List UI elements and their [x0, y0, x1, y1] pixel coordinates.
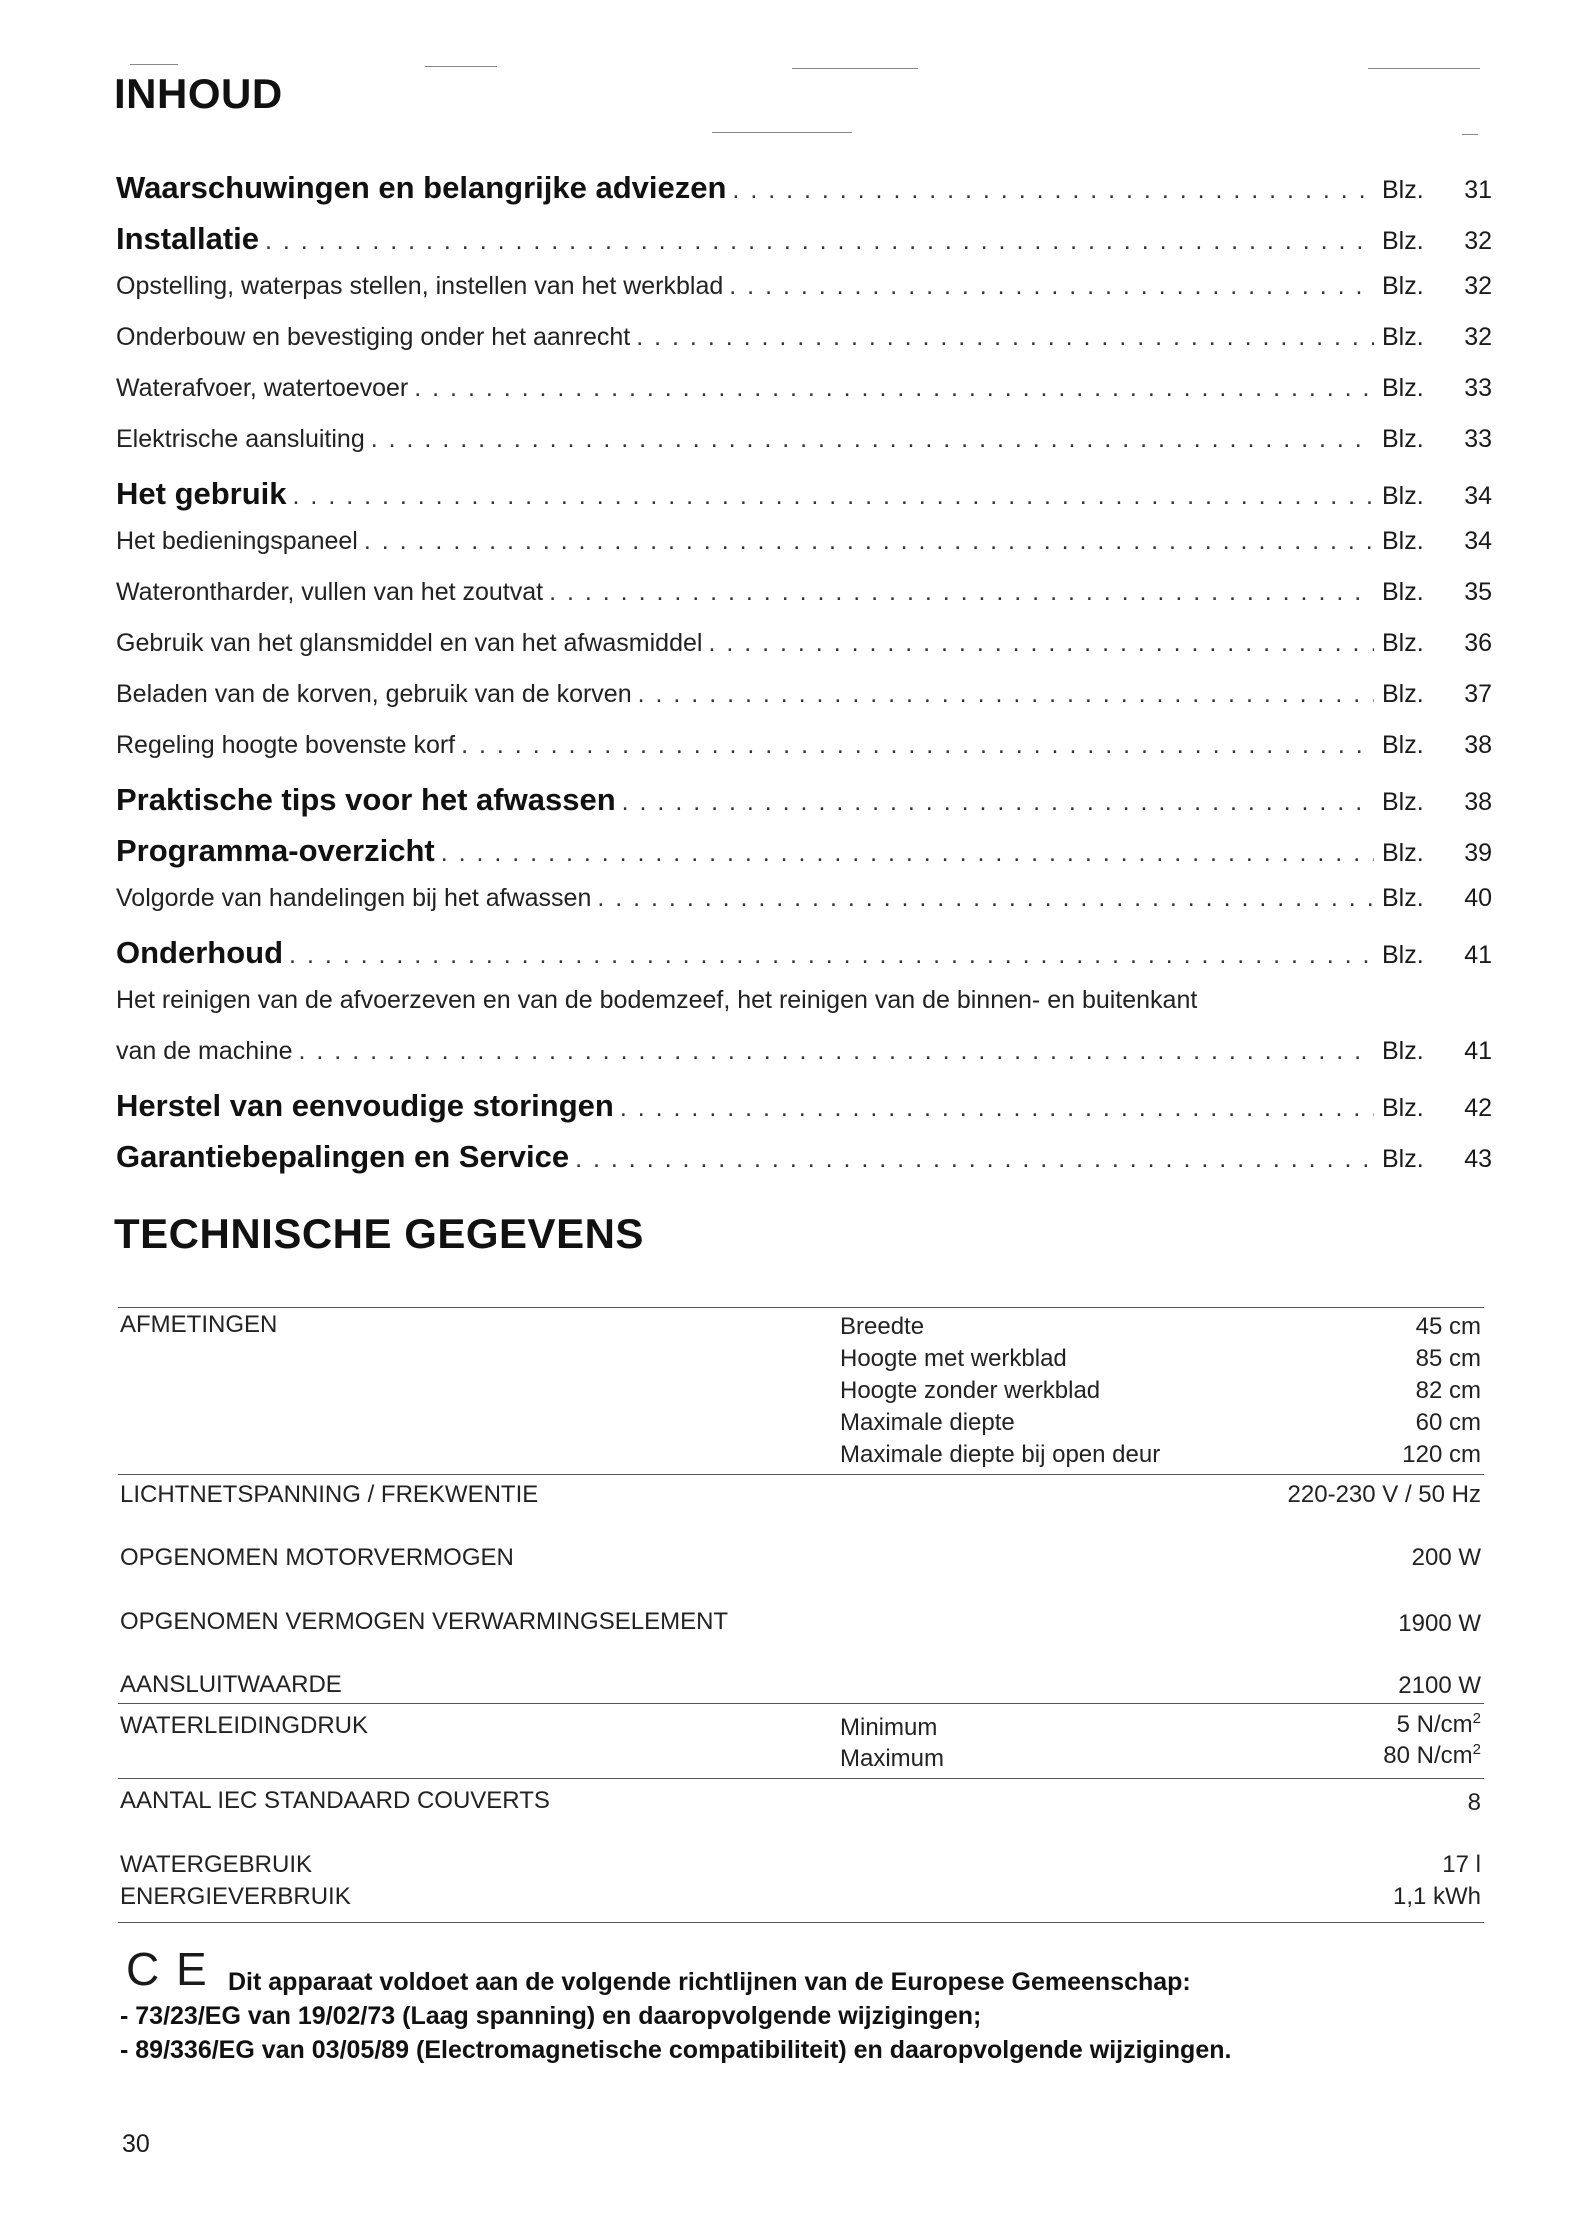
toc-leader-dots — [364, 529, 1374, 554]
toc-blz-label: Blz. — [1382, 323, 1424, 351]
toc-entry-title: Elektrische aansluiting — [116, 425, 371, 454]
motor-label: OPGENOMEN MOTORVERMOGEN — [120, 1544, 514, 1571]
toc-entry-title: Beladen van de korven, gebruik van de korven — [116, 680, 638, 709]
water-use-value: 17 l — [1442, 1851, 1481, 1878]
specs-rule-pressure — [118, 1703, 1484, 1704]
toc-entry — [116, 170, 1492, 221]
toc-entry — [116, 221, 1492, 272]
toc-leader-dots — [622, 790, 1374, 815]
dimension-value: 82 cm — [1415, 1377, 1481, 1404]
toc-entry-wrapped-line — [116, 986, 1492, 1037]
water-use-label: WATERGEBRUIK — [120, 1851, 313, 1878]
contents-heading: INHOUD — [114, 70, 283, 117]
pressure-min-value: 5 $N/cm^2$ — [1396, 1710, 1481, 1738]
specs-heading: TECHNISCHE GEGEVENS — [114, 1210, 644, 1257]
water-pressure-label: WATERLEIDINGDRUK — [120, 1712, 369, 1739]
toc-entry-title: Programma-overzicht — [116, 833, 441, 869]
toc-page-number: 33 — [1464, 374, 1492, 402]
toc-entry — [116, 731, 1492, 782]
table-of-contents — [116, 170, 1492, 1190]
toc-entry — [116, 323, 1492, 374]
toc-entry-title: Onderhoud — [116, 935, 289, 971]
toc-leader-dots — [299, 1039, 1374, 1064]
toc-entry-title: Waterafvoer, watertoevoer — [116, 374, 414, 403]
toc-entry — [116, 884, 1492, 935]
heating-label: OPGENOMEN VERMOGEN VERWARMINGSELEMENT — [120, 1608, 729, 1635]
toc-leader-dots — [549, 580, 1374, 605]
heating-value: 1900 W — [1398, 1610, 1481, 1637]
toc-entry — [116, 1088, 1492, 1139]
energy-use-value: 1,1 kWh — [1392, 1883, 1481, 1910]
toc-page-number: 37 — [1464, 680, 1492, 708]
toc-page-number: 43 — [1464, 1145, 1492, 1173]
toc-blz-label: Blz. — [1382, 884, 1424, 912]
toc-entry-title: Regeling hoogte bovenste korf — [116, 731, 461, 760]
toc-leader-dots — [636, 325, 1374, 350]
toc-entry-title: Het gebruik — [116, 476, 293, 512]
toc-leader-dots — [461, 733, 1374, 758]
toc-page-number: 39 — [1464, 839, 1492, 867]
toc-entry — [116, 833, 1492, 884]
top-rule-3 — [792, 68, 918, 69]
top-rule-1 — [130, 64, 178, 65]
toc-blz-label: Blz. — [1382, 680, 1424, 708]
toc-entry — [116, 476, 1492, 527]
toc-page-number: 40 — [1464, 884, 1492, 912]
toc-entry — [116, 629, 1492, 680]
specs-rule-couverts — [118, 1778, 1484, 1779]
toc-page-number: 41 — [1464, 1037, 1492, 1065]
toc-page-number: 36 — [1464, 629, 1492, 657]
toc-page-number: 32 — [1464, 272, 1492, 300]
pressure-max-value: 80 $N/cm^2$ — [1383, 1741, 1481, 1769]
dimension-value: 60 cm — [1415, 1409, 1481, 1436]
toc-leader-dots — [638, 682, 1374, 707]
toc-blz-label: Blz. — [1382, 176, 1424, 204]
toc-leader-dots — [289, 943, 1374, 968]
toc-entry — [116, 527, 1492, 578]
toc-leader-dots — [575, 1147, 1374, 1172]
toc-entry — [116, 935, 1492, 986]
toc-blz-label: Blz. — [1382, 1037, 1424, 1065]
toc-leader-dots — [293, 484, 1374, 509]
voltage-value: 220-230 V / 50 Hz — [1287, 1481, 1481, 1508]
specs-rule-top — [118, 1307, 1484, 1308]
toc-entry-title: Opstelling, waterpas stellen, instellen van het werkblad — [116, 272, 729, 301]
toc-page-number: 32 — [1464, 323, 1492, 351]
dimensions-label: AFMETINGEN — [120, 1311, 278, 1338]
dimension-name: Hoogte zonder werkblad — [840, 1377, 1101, 1404]
pressure-max-label: Maximum — [840, 1745, 945, 1772]
toc-entry — [116, 272, 1492, 323]
toc-entry-title: Garantiebepalingen en Service — [116, 1139, 575, 1175]
toc-entry — [116, 782, 1492, 833]
toc-leader-dots — [371, 427, 1374, 452]
toc-leader-dots — [265, 229, 1374, 254]
toc-blz-label: Blz. — [1382, 227, 1424, 255]
toc-page-number: 33 — [1464, 425, 1492, 453]
dimension-name: Hoogte met werkblad — [840, 1345, 1067, 1372]
toc-leader-dots — [414, 376, 1374, 401]
toc-blz-label: Blz. — [1382, 578, 1424, 606]
toc-leader-dots — [620, 1096, 1374, 1121]
toc-leader-dots — [732, 178, 1374, 203]
place-settings-value: 8 — [1467, 1789, 1481, 1816]
page-number: 30 — [122, 2130, 150, 2158]
toc-page-number: 38 — [1464, 788, 1492, 816]
toc-leader-dots — [729, 274, 1374, 299]
toc-blz-label: Blz. — [1382, 788, 1424, 816]
toc-page-number: 38 — [1464, 731, 1492, 759]
toc-leader-dots — [441, 841, 1374, 866]
specs-rule-voltage — [118, 1474, 1484, 1475]
toc-entry-title: Volgorde van handelingen bij het afwassen — [116, 884, 597, 913]
ce-mark-icon: C E — [126, 1943, 209, 1995]
compliance-intro: Dit apparaat voldoet aan de volgende richtlijnen van de Europese Gemeenschap: — [228, 1968, 1191, 1996]
toc-page-number: 31 — [1464, 176, 1492, 204]
dimension-name: Maximale diepte — [840, 1409, 1015, 1436]
motor-value: 200 W — [1411, 1544, 1481, 1571]
energy-use-label: ENERGIEVERBRUIK — [120, 1883, 351, 1910]
toc-entry-title: Het reinigen van de afvoerzeven en van de bodemzeef, het reinigen van de binnen- en buitenkant — [116, 986, 1203, 1015]
connected-load-label: AANSLUITWAARDE — [120, 1671, 342, 1698]
toc-entry — [116, 578, 1492, 629]
toc-blz-label: Blz. — [1382, 1094, 1424, 1122]
top-rule-4 — [1368, 68, 1480, 69]
toc-blz-label: Blz. — [1382, 425, 1424, 453]
toc-entry — [116, 680, 1492, 731]
toc-entry — [116, 1037, 1492, 1088]
dimension-name: Breedte — [840, 1313, 925, 1340]
toc-entry-title: Waterontharder, vullen van het zoutvat — [116, 578, 549, 607]
voltage-label: LICHTNETSPANNING / FREKWENTIE — [120, 1481, 539, 1508]
dimension-name: Maximale diepte bij open deur — [840, 1441, 1161, 1468]
dimension-value: 45 cm — [1415, 1313, 1481, 1340]
top-rule-2 — [425, 66, 497, 67]
dimension-value: 120 cm — [1402, 1441, 1481, 1468]
top-rule-5 — [712, 132, 852, 133]
connected-load-value: 2100 W — [1398, 1672, 1481, 1699]
toc-blz-label: Blz. — [1382, 527, 1424, 555]
dimension-value: 85 cm — [1415, 1345, 1481, 1372]
toc-entry-title: Onderbouw en bevestiging onder het aanrecht — [116, 323, 636, 352]
toc-page-number: 35 — [1464, 578, 1492, 606]
toc-page-number: 34 — [1464, 482, 1492, 510]
specs-rule-bottom — [118, 1922, 1484, 1923]
pressure-min-label: Minimum — [840, 1714, 938, 1741]
toc-entry-title: van de machine — [116, 1037, 299, 1066]
toc-entry-title: Praktische tips voor het afwassen — [116, 782, 622, 818]
toc-blz-label: Blz. — [1382, 482, 1424, 510]
toc-blz-label: Blz. — [1382, 629, 1424, 657]
toc-entry-title: Het bedieningspaneel — [116, 527, 364, 556]
toc-entry-title: Waarschuwingen en belangrijke adviezen — [116, 170, 732, 206]
toc-entry-title: Installatie — [116, 221, 265, 257]
toc-page-number: 34 — [1464, 527, 1492, 555]
toc-entry-title: Gebruik van het glansmiddel en van het afwasmiddel — [116, 629, 708, 658]
compliance-item-2: - 89/336/EG van 03/05/89 (Electromagnetische compatibiliteit) en daaropvolgende wijzigingen. — [120, 2036, 1232, 2064]
toc-leader-dots — [597, 886, 1374, 911]
place-settings-label: AANTAL IEC STANDAARD COUVERTS — [120, 1787, 550, 1814]
top-rule-6 — [1462, 134, 1478, 135]
toc-entry — [116, 425, 1492, 476]
toc-entry-title: Herstel van eenvoudige storingen — [116, 1088, 620, 1124]
toc-page-number: 42 — [1464, 1094, 1492, 1122]
toc-blz-label: Blz. — [1382, 941, 1424, 969]
toc-leader-dots — [708, 631, 1374, 656]
toc-blz-label: Blz. — [1382, 839, 1424, 867]
toc-blz-label: Blz. — [1382, 1145, 1424, 1173]
compliance-item-1: - 73/23/EG van 19/02/73 (Laag spanning) en daaropvolgende wijzigingen; — [120, 2002, 982, 2030]
toc-page-number: 41 — [1464, 941, 1492, 969]
toc-blz-label: Blz. — [1382, 374, 1424, 402]
toc-entry — [116, 1139, 1492, 1190]
toc-blz-label: Blz. — [1382, 272, 1424, 300]
toc-blz-label: Blz. — [1382, 731, 1424, 759]
toc-page-number: 32 — [1464, 227, 1492, 255]
toc-entry — [116, 374, 1492, 425]
